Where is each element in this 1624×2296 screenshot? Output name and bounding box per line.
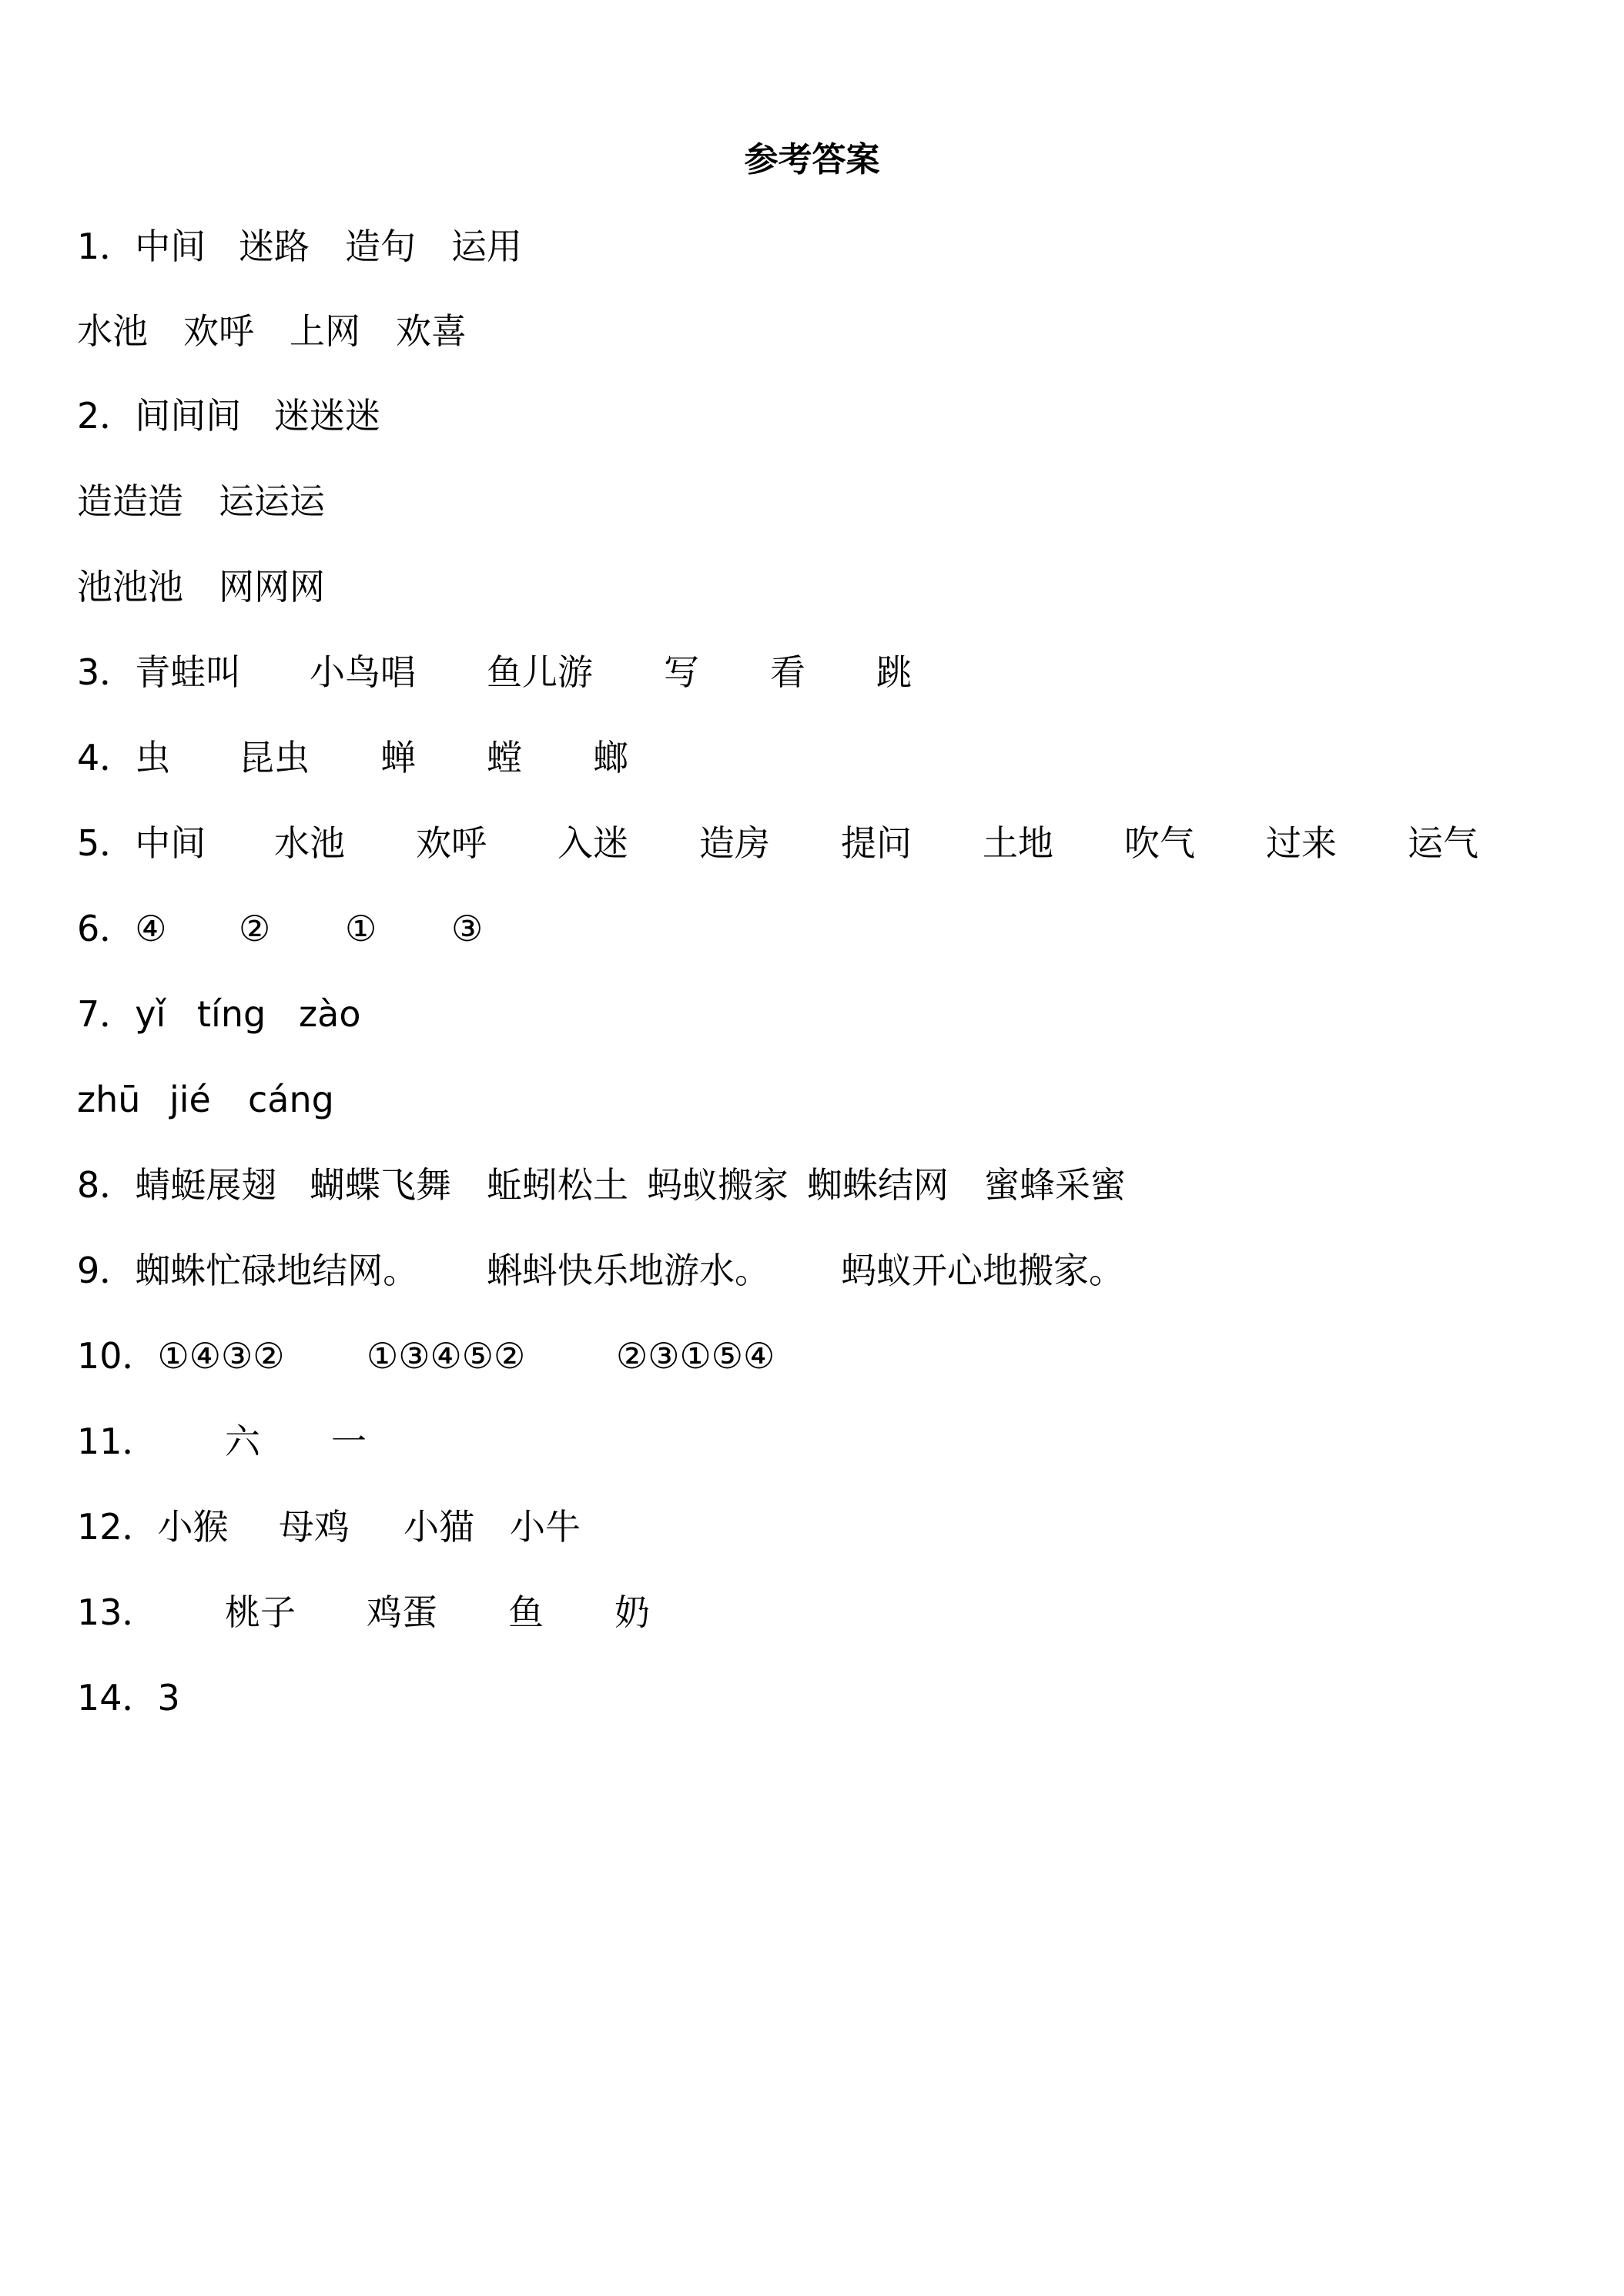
answer-line-4: [77, 731, 628, 785]
answer-text: 螳: [487, 737, 522, 778]
answer-text: 小鸟唱: [310, 651, 416, 693]
answer-text: 鱼儿游: [487, 651, 593, 693]
answer-text: 4．虫: [77, 737, 171, 778]
answer-text: 7．yǐ: [77, 993, 166, 1035]
answer-text: 看: [770, 651, 805, 693]
answer-text: 池池池: [77, 566, 183, 607]
answer-line-2b: [77, 474, 325, 528]
answer-text: 运气: [1408, 822, 1478, 864]
answer-text: 螂: [593, 737, 628, 778]
answer-text: ②: [239, 908, 271, 949]
answer-text: zhū: [77, 1079, 141, 1120]
answer-text: 6．④: [77, 908, 167, 949]
answer-line-8: [77, 1158, 1126, 1212]
answer-text: 鱼: [508, 1591, 544, 1633]
answer-text: 六: [225, 1421, 260, 1462]
answer-text: 昆虫: [239, 737, 310, 778]
answer-line-14: [77, 1671, 180, 1725]
answer-line-2c: [77, 560, 325, 614]
answer-text: 蝌蚪快乐地游水。: [487, 1250, 770, 1291]
answer-text: jié: [169, 1079, 211, 1120]
answer-text: 欢呼: [183, 310, 254, 352]
answer-text: 1．中间: [77, 226, 206, 267]
answer-line-6: [77, 902, 484, 956]
answer-text: 5．中间: [77, 822, 206, 864]
answer-text: 欢呼: [416, 822, 487, 864]
answer-line-11: [77, 1414, 367, 1468]
answer-text: 水池: [274, 822, 345, 864]
answer-text: 小牛: [510, 1506, 581, 1548]
answer-text: 写: [664, 651, 699, 693]
answer-text: 3．青蛙叫: [77, 651, 242, 693]
answer-text: 入迷: [558, 822, 628, 864]
answer-text: 2．间间间: [77, 395, 242, 437]
answer-text: 蝴蝶飞舞: [310, 1164, 451, 1206]
answer-text: 造造造: [77, 480, 183, 522]
answer-text: 迷迷迷: [274, 395, 380, 437]
answer-text: 蝉: [380, 737, 416, 778]
answer-line-1b: [77, 304, 467, 358]
answer-text: 蚂蚁开心地搬家。: [841, 1250, 1124, 1291]
answer-text: 水池: [77, 310, 148, 352]
answer-text: 桃子: [225, 1591, 296, 1633]
answer-text: 9．蜘蛛忙碌地结网。: [77, 1250, 419, 1291]
answer-text: cáng: [248, 1079, 334, 1120]
answer-text: 鸡蛋: [367, 1591, 437, 1633]
answer-text: 奶: [614, 1591, 650, 1633]
answer-text: 造房: [699, 822, 770, 864]
answer-text: 蜘蛛结网: [807, 1164, 949, 1206]
answer-text: tíng: [197, 993, 266, 1035]
answer-text: 上网: [290, 310, 360, 352]
answer-text: 11．: [77, 1421, 158, 1462]
answer-text: 母鸡: [279, 1506, 350, 1548]
answer-line-9: [77, 1243, 1124, 1297]
answer-text: 运运运: [219, 480, 325, 522]
answer-text: 欢喜: [396, 310, 467, 352]
answer-text: 蜜蜂采蜜: [984, 1164, 1126, 1206]
answer-text: 过来: [1266, 822, 1337, 864]
answer-line-5: [77, 816, 1478, 870]
answer-text: 小猫: [403, 1506, 474, 1548]
answer-text: ③: [451, 908, 484, 949]
answer-text: 迷路: [239, 226, 310, 267]
answer-text: 一: [331, 1421, 367, 1462]
answer-text: 13．: [77, 1591, 158, 1633]
answer-text: 14．3: [77, 1677, 180, 1719]
answer-text: 造句: [345, 226, 416, 267]
answer-text: ②③①⑤④: [616, 1335, 775, 1377]
answer-text: ①③④⑤②: [367, 1335, 526, 1377]
page-title: 参考答案: [744, 140, 880, 179]
answer-line-1: [77, 219, 522, 273]
answer-text: 网网网: [219, 566, 325, 607]
answer-text: ①: [345, 908, 377, 949]
answer-line-2: [77, 389, 380, 443]
answer-line-7b: [77, 1073, 334, 1126]
answer-line-10: [77, 1329, 775, 1383]
answer-text: zào: [299, 993, 361, 1035]
answer-text: 10．①④③②: [77, 1335, 285, 1377]
answer-text: 蚯蚓松土: [487, 1164, 628, 1206]
answer-text: 运用: [451, 226, 522, 267]
answer-text: 跳: [876, 651, 912, 693]
answer-text: 8．蜻蜓展翅: [77, 1164, 277, 1206]
answer-text: 提问: [841, 822, 912, 864]
answer-line-7: [77, 987, 361, 1041]
answer-line-3: [77, 645, 912, 699]
answer-line-13: [77, 1585, 650, 1639]
answer-text: 吹气: [1124, 822, 1195, 864]
answer-text: 蚂蚁搬家: [647, 1164, 789, 1206]
answer-text: 土地: [983, 822, 1053, 864]
answer-line-12: [77, 1500, 581, 1554]
answer-text: 12．小猴: [77, 1506, 229, 1548]
